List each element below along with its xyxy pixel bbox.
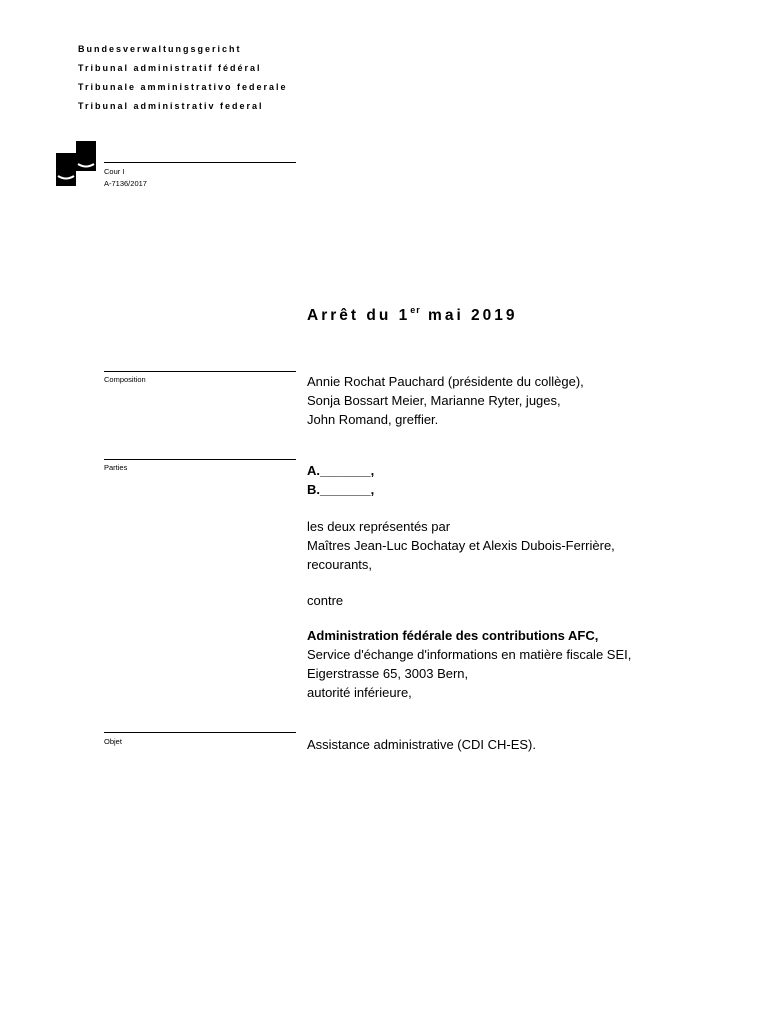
case-division: Cour I	[104, 167, 125, 176]
court-name-fr: Tribunal administratif fédéral	[78, 63, 262, 73]
authority-name: Administration fédérale des contributions AFC,	[307, 628, 599, 643]
object-label: Objet	[104, 737, 122, 746]
title-prefix: Arrêt du 1	[307, 307, 411, 325]
party-a: A._______,	[307, 463, 375, 478]
party-b: B._______,	[307, 482, 375, 497]
parties-rule	[104, 459, 296, 460]
versus-label: contre	[307, 593, 344, 608]
composition-line: Annie Rochat Pauchard (présidente du collège),	[307, 374, 584, 389]
representation-line: recourants,	[307, 557, 373, 572]
parties-text	[307, 461, 631, 702]
authority-line: Service d'échange d'informations en matière fiscale SEI,	[307, 647, 632, 662]
composition-line: Sonja Bossart Meier, Marianne Ryter, juges,	[307, 393, 561, 408]
court-name-de: Bundesverwaltungsgericht	[78, 44, 242, 54]
authority-line: Eigerstrasse 65, 3003 Bern,	[307, 666, 469, 681]
court-names	[78, 40, 288, 116]
court-name-it: Tribunale amministrativo federale	[78, 82, 288, 92]
case-number: A-7136/2017	[104, 179, 147, 188]
object-rule	[104, 732, 296, 733]
composition-text	[307, 372, 584, 429]
title-suffix: mai 2019	[420, 307, 518, 325]
judgment-title	[307, 306, 518, 325]
title-sup: er	[410, 305, 421, 315]
composition-label: Composition	[104, 375, 146, 384]
composition-rule	[104, 371, 296, 372]
object-text: Assistance administrative (CDI CH-ES).	[307, 737, 536, 752]
court-name-rm: Tribunal administrativ federal	[78, 101, 264, 111]
composition-line: John Romand, greffier.	[307, 412, 439, 427]
court-logo-icon	[56, 141, 96, 186]
case-rule	[104, 162, 296, 163]
authority-line: autorité inférieure,	[307, 685, 412, 700]
parties-label: Parties	[104, 463, 128, 472]
representation-line: Maîtres Jean-Luc Bochatay et Alexis Dubois-Ferrière,	[307, 538, 615, 553]
representation-line: les deux représentés par	[307, 519, 451, 534]
